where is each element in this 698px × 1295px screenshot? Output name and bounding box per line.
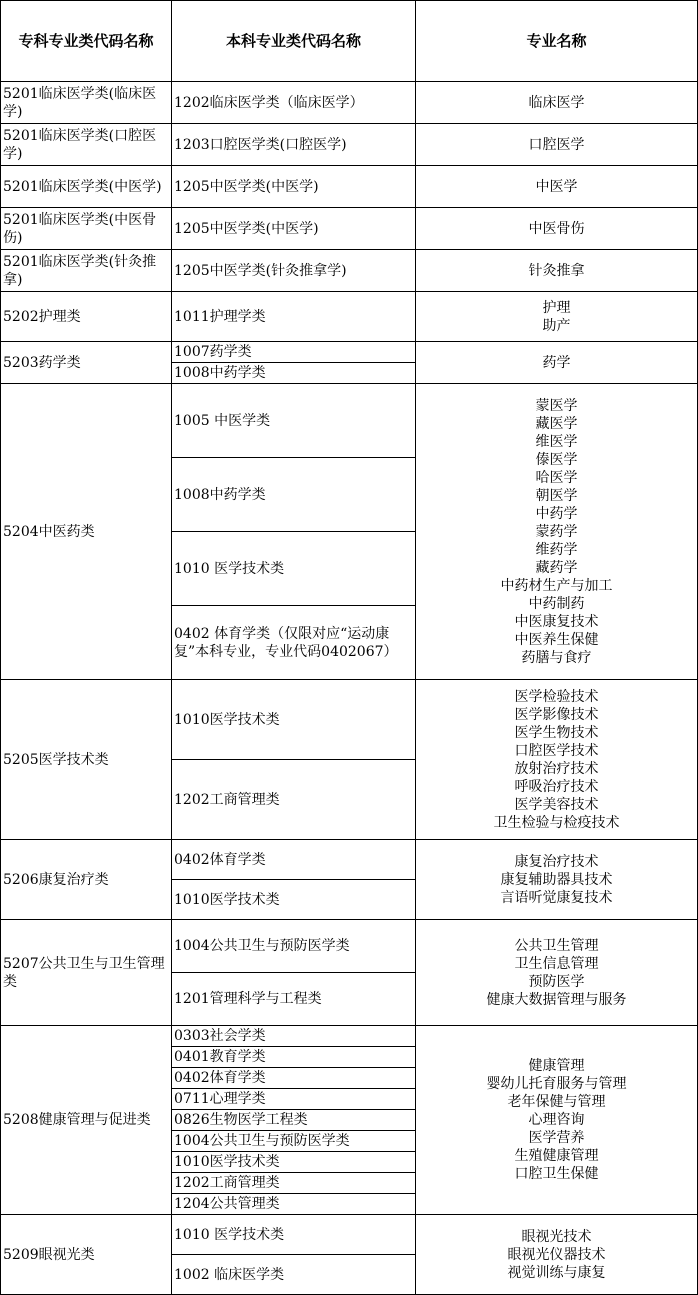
benke-cell: 1204公共管理类 [172, 1194, 416, 1215]
major-name: 中医养生保健 [514, 631, 599, 648]
benke-cell: 1202工商管理类 [172, 760, 416, 840]
major-cell [416, 250, 698, 292]
benke-cell: 1010医学技术类 [172, 680, 416, 760]
zhuanke-cell: 5201临床医学类(针灸推拿) [1, 250, 172, 292]
major-cell [416, 1215, 698, 1295]
zhuanke-cell: 5207公共卫生与卫生管理类 [1, 920, 172, 1026]
benke-cell: 1010医学技术类 [172, 1152, 416, 1173]
major-name: 心理咨询 [528, 1112, 585, 1128]
table-row [1, 920, 698, 973]
major-name: 老年保健与管理 [507, 1094, 606, 1110]
major-name: 中药学 [535, 505, 578, 522]
benke-cell: 0303社会学类 [172, 1026, 416, 1047]
benke-cell: 1007药学类 [172, 342, 416, 363]
major-name: 口腔医学技术 [514, 742, 599, 759]
major-name: 医学影像技术 [514, 706, 599, 723]
benke-cell: 0402 体育学类（仅限对应“运动康复”本科专业，专业代码0402067） [172, 606, 416, 680]
major-name: 中医学 [535, 178, 578, 195]
benke-cell: 0401教育学类 [172, 1047, 416, 1068]
major-name: 放射治疗技术 [514, 760, 599, 777]
major-cell [416, 208, 698, 250]
major-name: 维医学 [535, 433, 578, 450]
table-row [1, 124, 698, 166]
major-name: 医学美容技术 [514, 796, 599, 813]
zhuanke-cell: 5208健康管理与促进类 [1, 1026, 172, 1215]
major-name: 朝医学 [535, 487, 578, 504]
major-name: 健康管理 [528, 1058, 585, 1074]
table-row [1, 1026, 698, 1047]
major-name: 口腔医学 [528, 136, 585, 153]
major-cell [416, 840, 698, 920]
major-cell [416, 82, 698, 124]
major-name: 中药制药 [528, 595, 585, 612]
zhuanke-cell: 5203药学类 [1, 342, 172, 384]
table-row [1, 384, 698, 458]
major-name: 口腔卫生保健 [514, 1166, 599, 1182]
major-name: 维药学 [535, 541, 578, 558]
major-name: 医学检验技术 [514, 688, 599, 705]
major-name: 医学生物技术 [514, 724, 599, 741]
major-name: 傣医学 [535, 451, 578, 468]
table-row [1, 1215, 698, 1255]
major-cell [416, 384, 698, 680]
zhuanke-cell: 5205医学技术类 [1, 680, 172, 840]
zhuanke-cell: 5201临床医学类(中医骨伤) [1, 208, 172, 250]
major-cell [416, 1026, 698, 1215]
major-cell [416, 124, 698, 166]
major-name: 药学 [542, 354, 571, 371]
table-body [1, 82, 698, 1295]
major-name: 药膳与食疗 [521, 649, 592, 666]
major-name: 生殖健康管理 [514, 1148, 599, 1164]
major-name: 助产 [542, 317, 571, 334]
benke-cell: 0402体育学类 [172, 840, 416, 880]
table-row [1, 166, 698, 208]
benke-cell: 1004公共卫生与预防医学类 [172, 920, 416, 973]
zhuanke-cell: 5206康复治疗类 [1, 840, 172, 920]
major-name: 公共卫生管理 [514, 937, 599, 954]
zhuanke-cell: 5204中医药类 [1, 384, 172, 680]
benke-cell: 1008中药学类 [172, 363, 416, 384]
benke-cell: 1205中医学类(中医学) [172, 166, 416, 208]
major-name: 蒙医学 [535, 397, 578, 414]
benke-cell: 1205中医学类(针灸推拿学) [172, 250, 416, 292]
table-row [1, 840, 698, 880]
benke-cell: 0402体育学类 [172, 1068, 416, 1089]
table-row [1, 292, 698, 342]
table-row [1, 82, 698, 124]
major-name: 医学营养 [528, 1130, 585, 1146]
zhuanke-cell: 5202护理类 [1, 292, 172, 342]
benke-cell: 0826生物医学工程类 [172, 1110, 416, 1131]
major-name: 眼视光仪器技术 [507, 1246, 606, 1263]
major-name: 康复辅助器具技术 [500, 871, 613, 888]
major-name: 针灸推拿 [528, 262, 585, 279]
major-name: 卫生检验与检疫技术 [493, 814, 620, 831]
header-zhuanke: 专科专业类代码名称 [1, 1, 172, 82]
major-cell [416, 292, 698, 342]
zhuanke-cell: 5201临床医学类(口腔医学) [1, 124, 172, 166]
benke-cell: 1010医学技术类 [172, 880, 416, 920]
major-name: 中医康复技术 [514, 613, 599, 630]
benke-cell: 1002 临床医学类 [172, 1255, 416, 1295]
major-cell [416, 920, 698, 1026]
benke-cell: 1202临床医学类（临床医学） [172, 82, 416, 124]
zhuanke-cell: 5201临床医学类(中医学) [1, 166, 172, 208]
major-name: 呼吸治疗技术 [514, 778, 599, 795]
benke-cell: 1008中药学类 [172, 458, 416, 532]
benke-cell: 1005 中医学类 [172, 384, 416, 458]
major-name: 视觉训练与康复 [507, 1264, 606, 1281]
header-major: 专业名称 [416, 1, 698, 82]
zhuanke-cell: 5209眼视光类 [1, 1215, 172, 1295]
table-row [1, 208, 698, 250]
header-benke: 本科专业类代码名称 [172, 1, 416, 82]
major-name: 藏医学 [535, 415, 578, 432]
benke-cell: 1010 医学技术类 [172, 532, 416, 606]
major-name: 卫生信息管理 [514, 955, 599, 972]
major-cell [416, 166, 698, 208]
table-row [1, 250, 698, 292]
benke-cell: 1201管理科学与工程类 [172, 973, 416, 1026]
major-name: 藏药学 [535, 559, 578, 576]
table-row [1, 680, 698, 760]
table-row [1, 342, 698, 363]
header-row [1, 1, 698, 82]
benke-cell: 1011护理学类 [172, 292, 416, 342]
major-cell [416, 680, 698, 840]
major-name: 言语听觉康复技术 [500, 889, 613, 906]
major-name: 哈医学 [535, 469, 578, 486]
benke-cell: 1202工商管理类 [172, 1173, 416, 1194]
major-name: 健康大数据管理与服务 [486, 991, 627, 1008]
benke-cell: 0711心理学类 [172, 1089, 416, 1110]
major-name: 蒙药学 [535, 523, 578, 540]
benke-cell: 1203口腔医学类(口腔医学) [172, 124, 416, 166]
major-name: 临床医学 [528, 94, 585, 111]
benke-cell: 1004公共卫生与预防医学类 [172, 1131, 416, 1152]
benke-cell: 1205中医学类(中医学) [172, 208, 416, 250]
major-name: 婴幼儿托育服务与管理 [486, 1076, 627, 1092]
major-name: 康复治疗技术 [514, 853, 599, 870]
major-cell [416, 342, 698, 384]
major-name: 眼视光技术 [521, 1228, 592, 1245]
major-name: 中医骨伤 [528, 220, 585, 237]
benke-cell: 1010 医学技术类 [172, 1215, 416, 1255]
major-name: 中药材生产与加工 [500, 577, 613, 594]
major-name: 预防医学 [528, 973, 585, 990]
zhuanke-cell: 5201临床医学类(临床医学) [1, 82, 172, 124]
major-name: 护理 [542, 299, 571, 316]
